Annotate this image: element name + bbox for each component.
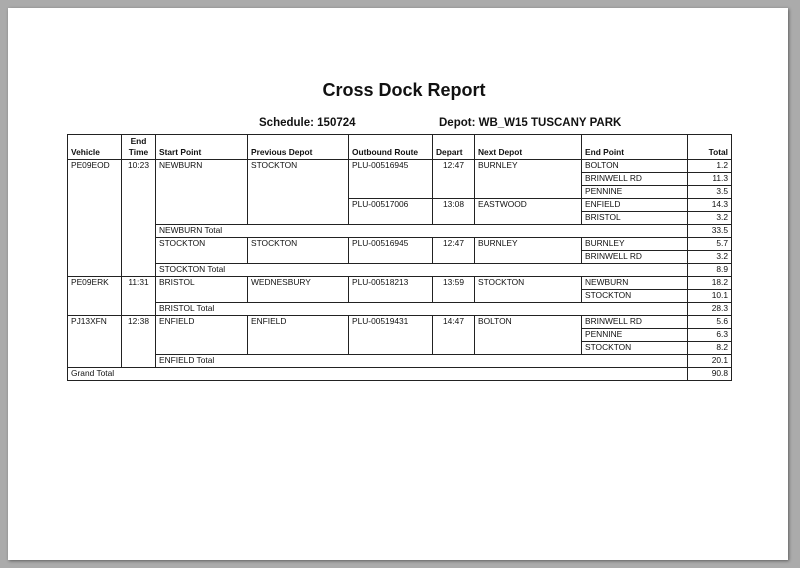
end-point-cell: PENNINE [582,329,688,342]
subtotal-row [68,303,732,316]
table-header-row [68,135,732,160]
next-depot-cell: BOLTON [475,316,582,355]
total-cell: 3.2 [688,212,732,225]
subtotal-value: 33.5 [688,225,732,238]
end-point-cell: STOCKTON [582,342,688,355]
cross-dock-table [67,134,732,381]
table-row [68,160,732,173]
end-time-cell: 12:38 [122,316,156,368]
depart-cell: 13:59 [433,277,475,303]
end-point-cell: BRINWELL RD [582,173,688,186]
outbound-route-cell: PLU-00516945 [349,238,433,264]
total-cell: 6.3 [688,329,732,342]
end-point-cell: PENNINE [582,186,688,199]
vehicle-cell: PE09ERK [68,277,122,316]
subtotal-row [68,264,732,277]
end-time-cell: 10:23 [122,160,156,277]
grand-total-label: Grand Total [68,368,688,381]
total-cell: 10.1 [688,290,732,303]
next-depot-cell: STOCKTON [475,277,582,303]
table-row [68,238,732,251]
subtotal-label: BRISTOL Total [156,303,688,316]
total-cell: 5.6 [688,316,732,329]
schedule-label: Schedule: 150724 [259,117,356,129]
outbound-route-cell: PLU-00519431 [349,316,433,355]
subtotal-value: 20.1 [688,355,732,368]
start-point-cell: NEWBURN [156,160,248,225]
end-point-cell: NEWBURN [582,277,688,290]
total-cell: 3.5 [688,186,732,199]
subtotal-value: 8.9 [688,264,732,277]
header-total: Total [688,135,732,160]
start-point-cell: BRISTOL [156,277,248,303]
total-cell: 14.3 [688,199,732,212]
header-depart: Depart [433,135,475,160]
outbound-route-cell: PLU-00517006 [349,199,433,225]
next-depot-cell: BURNLEY [475,238,582,264]
header-end-time: End Time [122,135,156,160]
end-point-cell: STOCKTON [582,290,688,303]
previous-depot-cell: ENFIELD [248,316,349,355]
previous-depot-cell: STOCKTON [248,238,349,264]
start-point-cell: ENFIELD [156,316,248,355]
depart-cell: 12:47 [433,238,475,264]
outbound-route-cell: PLU-00518213 [349,277,433,303]
header-next-depot: Next Depot [475,135,582,160]
depart-cell: 12:47 [433,160,475,199]
report-title: Cross Dock Report [322,80,486,100]
vehicle-cell: PE09EOD [68,160,122,277]
end-point-cell: BOLTON [582,160,688,173]
total-cell: 3.2 [688,251,732,264]
next-depot-cell: EASTWOOD [475,199,582,225]
vehicle-cell: PJ13XFN [68,316,122,368]
grand-total-row [68,368,732,381]
grand-total-value: 90.8 [688,368,732,381]
subtotal-row [68,355,732,368]
table-row [68,277,732,290]
total-cell: 8.2 [688,342,732,355]
header-previous-depot: Previous Depot [248,135,349,160]
header-vehicle: Vehicle [68,135,122,160]
end-point-cell: BRISTOL [582,212,688,225]
end-point-cell: ENFIELD [582,199,688,212]
end-point-cell: BRINWELL RD [582,316,688,329]
subtotal-row [68,225,732,238]
end-point-cell: BURNLEY [582,238,688,251]
table-body [68,160,732,381]
subtotal-label: ENFIELD Total [156,355,688,368]
header-outbound-route: Outbound Route [349,135,433,160]
header-start-point: Start Point [156,135,248,160]
end-point-cell: BRINWELL RD [582,251,688,264]
depot-label: Depot: WB_W15 TUSCANY PARK [439,117,622,129]
total-cell: 1.2 [688,160,732,173]
total-cell: 18.2 [688,277,732,290]
subtotal-label: NEWBURN Total [156,225,688,238]
previous-depot-cell: STOCKTON [248,160,349,225]
outbound-route-cell: PLU-00516945 [349,160,433,199]
end-time-cell: 11:31 [122,277,156,316]
subtotal-value: 28.3 [688,303,732,316]
subtotal-label: STOCKTON Total [156,264,688,277]
depart-cell: 14:47 [433,316,475,355]
header-end-point: End Point [582,135,688,160]
depart-cell: 13:08 [433,199,475,225]
total-cell: 5.7 [688,238,732,251]
previous-depot-cell: WEDNESBURY [248,277,349,303]
next-depot-cell: BURNLEY [475,160,582,199]
table-row [68,316,732,329]
total-cell: 11.3 [688,173,732,186]
start-point-cell: STOCKTON [156,238,248,264]
